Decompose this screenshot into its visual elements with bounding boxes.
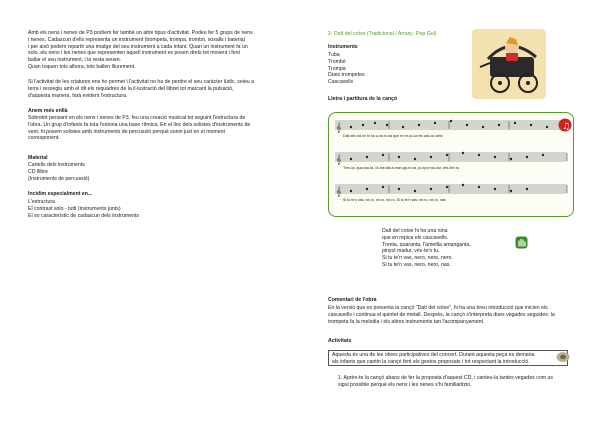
- svg-text:𝄞: 𝄞: [336, 187, 342, 197]
- audio-speaker-icon[interactable]: [556, 351, 570, 363]
- list-item: Trombó: [328, 58, 346, 65]
- lyrics-line: Trenta, quaranta, l'ametlla amanganta,: [382, 241, 471, 248]
- list-item: Dues trompetes: [328, 72, 365, 79]
- list-item: Tuba: [328, 52, 340, 58]
- text-line: d'aquesta manera, farà evident l'estructura.: [28, 92, 128, 99]
- text-line: vent, hi posem solistes amb instruments de percussió perquè sonin just en el moment: [28, 128, 225, 135]
- music-score: [328, 112, 574, 217]
- song-title: 2- Dalt del cotxe (Tradicional / Arranj.: Pep Gol): [328, 31, 437, 37]
- text-line: Aquesta és una de les obres participatives del concert. Durant aquesta peça es demana: [332, 352, 535, 358]
- text-line: solo, els nens i les nenes que representen aquell instrument es posen drets tot movent i fent: [28, 50, 240, 57]
- text-line: En la versió que es presenta la cançó “Dalt del cotxe”, hi ha una breu introducció que inicien els: [328, 305, 548, 311]
- score-lyrics-line: Tren-ta, qua-ran-ta, l'a-me-tlla a-man-ga-ni-na, pi-nyol ma-dur, vés-te'n tu: [343, 166, 460, 170]
- score-lyrics-line: Dalt del cot-xe hi ha u-na ni-na que en re-pi-ca els cas-ca-vells: [343, 134, 443, 138]
- list-item: Cascavells: [328, 79, 354, 86]
- music-note-icon[interactable]: [558, 118, 572, 132]
- lyrics-line: pinyol madur, vés-te'n tu.: [382, 248, 440, 255]
- list-item: CD llibre: [28, 168, 48, 175]
- right-page: [300, 0, 600, 424]
- instruments-heading: Instruments: [328, 44, 358, 50]
- text-line: i nenes. Cadascun d'ells representa un instrument (trompeta, trompa, trombó, xoxalls i bateria): [28, 36, 246, 43]
- anem-paragraph: [28, 115, 250, 142]
- cart-illustration: [470, 27, 548, 101]
- lyrics-line: que en repica els cascavells.: [382, 234, 449, 241]
- text-line: sigui possible perquè els nens i les nenes s'hi familiaritzin.: [338, 381, 472, 388]
- text-line: l'obra. Un grup d'infants fa tota l'estona una base rítmica. En el lloc dels solistes d'instruments de: [28, 121, 251, 128]
- structure-paragraph: [28, 79, 254, 99]
- lyrics-line: Si tu te'n vas, nero, nero, nero.: [382, 255, 453, 262]
- activity-item-1: [338, 375, 553, 389]
- section-heading-incidim: Incidim especialment en...: [28, 191, 93, 197]
- text-line: i per això podem repartir una imatge del seu instrument a cada infant. Quan un instrument fa un: [28, 43, 248, 50]
- text-line: Si l'activitat de les criatures ens ho permet i l'activitat no ha de perdre el seu caràcter lúdic, seieu a: [28, 79, 255, 85]
- svg-text:𝄞: 𝄞: [336, 155, 342, 165]
- song-lyrics: [382, 228, 471, 269]
- text-line: Sobretot pensant en els nens i nenes de P3, feu una creació musical tot seguint l'estructura de: [28, 115, 246, 121]
- list-item: Cartells dels instruments: [28, 162, 85, 168]
- hand-gesture-icon[interactable]: [515, 236, 528, 249]
- text-line: Amb els nens i nenes de P3 podíem fer també un altre tipus d'activitat. Podeu fer 5 grups de nens: [28, 30, 253, 36]
- svg-text:♫: ♫: [562, 122, 571, 132]
- text-line: terra i ressegiu amb el dit els requadres de la il·lustració del llibret tot marcant la pulsació,: [28, 85, 234, 92]
- text-line: Quan toquen tots alhora, tots ballen lliurement.: [28, 63, 136, 70]
- lyrics-line: Dalt del cotxe hi ha una nina: [382, 228, 448, 234]
- text-line: corresponent.: [28, 135, 60, 142]
- list-item: El so característic de cadascun dels instruments: [28, 212, 140, 219]
- list-item: L'estructura: [28, 199, 55, 205]
- list-item: El contrast solo - tutti (instruments junts): [28, 205, 121, 212]
- score-heading: Lletra i partitura de la cançó: [328, 96, 398, 102]
- list-item: (Instruments de percussió): [28, 175, 90, 182]
- lyrics-line: Si tu te'n vas, nero, nero, nas.: [382, 261, 451, 268]
- intro-paragraph: [28, 30, 253, 71]
- activities-heading: Activitats: [328, 338, 352, 344]
- list-item: Trompa: [328, 65, 346, 72]
- participative-note-box: [328, 350, 568, 366]
- text-line: cascavells i continua el quintet de metall. Després, la cançó s'interpreta dues vegades seguides: la: [328, 311, 555, 318]
- svg-text:𝄞: 𝄞: [336, 123, 342, 133]
- section-heading-anem: Anem més enllà: [28, 108, 68, 114]
- section-heading-material: Material: [28, 155, 48, 161]
- text-line: ballar el seu instrument, i la resta seuen.: [28, 57, 122, 64]
- text-line: als infants que cantin la cançó fent els gestos proposats i tot respectant la introducció.: [332, 358, 530, 365]
- commentary-heading: Comentari de l'obra: [328, 297, 377, 303]
- material-list: [28, 162, 89, 182]
- text-line: trompeta fa la melodia i els altres instruments tan l'acompanyament.: [328, 318, 485, 325]
- commentary-paragraph: [328, 305, 555, 325]
- text-line: 1. Aprèn-te la cançó abans de fer la proposta d'aquest CD, i canteu-la tantes vegades com us: [338, 375, 553, 381]
- score-lyrics-line: Si tu te'n vas, ne-ro, ne-ro, ne-ro. Si tu te'n vas, ne-ro, ne-ro, nas: [343, 198, 446, 202]
- incidim-list: [28, 199, 139, 219]
- instruments-list: [328, 52, 365, 86]
